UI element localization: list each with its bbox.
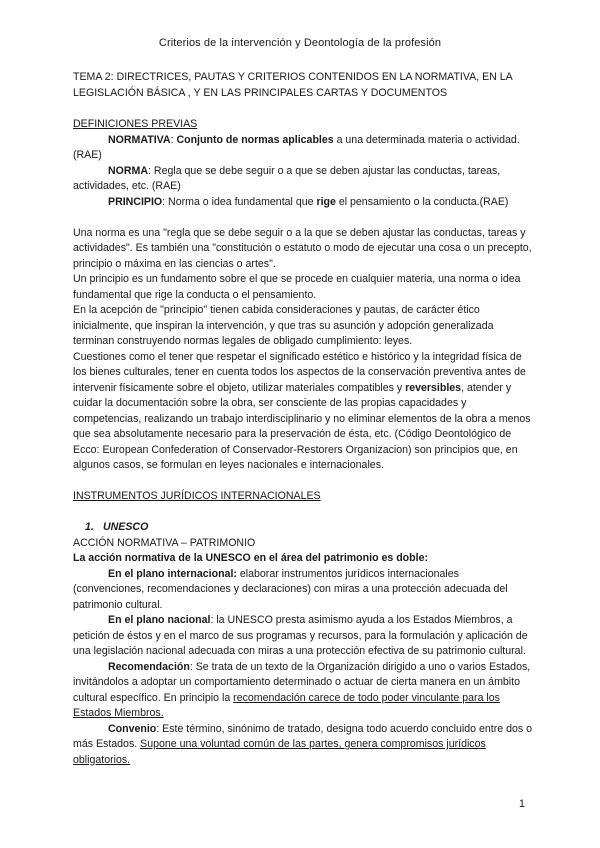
norma-rest: : Regla que se debe seguir o a que se deben ajustar las conductas, tareas, actividades, etc. (RAE) [73, 164, 501, 192]
nacional-rest: : la UNESCO presta asimismo ayuda a los Estados Miembros, a petición de éstos y en el marco de sus programas y recursos, para la formulación y aplicación de una legislación nacional adecuada con miras a una protección efectiva de su patrimonio cultural. [73, 614, 528, 657]
convenio [73, 722, 533, 769]
p4-part-a: Cuestiones como el tener que respetar el significado estético e histórico y la integridad física de los bienes culturales, tener en cuenta todos los aspectos de la conservación preventiva antes de intervenir físicamente sobre el objeto, utilizar materiales compatibles y [73, 350, 526, 394]
principio-bold-word: rige [316, 195, 336, 208]
recomendacion [73, 660, 533, 722]
term-principio: PRINCIPIO [108, 195, 163, 208]
term-convenio: Convenio [108, 722, 157, 735]
principio-rest1: : Norma o idea fundamental que [162, 195, 317, 208]
definition-norma [73, 164, 533, 195]
item-title: UNESCO [103, 521, 149, 533]
term-nacional: En el plano nacional [108, 614, 211, 626]
accion-bold-text: La acción normativa de la UNESCO en el área del patrimonio es doble: [73, 552, 428, 564]
term-normativa: NORMATIVA [108, 133, 171, 146]
instrumentos-heading: INSTRUMENTOS JURÍDICOS INTERNACIONALES [73, 490, 321, 502]
normativa-sep: : [170, 133, 177, 146]
plano-nacional [73, 613, 533, 660]
item-number: 1. [85, 521, 94, 533]
normativa-bold-def: Conjunto de normas aplicables [176, 133, 334, 146]
p4-part-c: , atender y cuidar la documentación sobre la obra, ser consciente de las propias capacidades y competencias, realizando un trabajo interdisciplinario y no eliminar elementos de la obra a menos que sea absolutamente necesario para la preservación de ésta, etc. (Código Deontológico de Ecco: European Confederation of Conservador-Restorers Organizacion) son principios que, en algunos casos, se formulan en leyes nacionales e internacionales. [73, 381, 531, 471]
definition-normativa [73, 133, 533, 164]
internacional-rest: elaborar instrumentos jurídicos internacionales (convenciones, recomendaciones y declaraciones) con miras a una protección adecuada del patrimonio cultural. [73, 567, 508, 611]
definiciones-heading: DEFINICIONES PREVIAS [73, 118, 198, 130]
body-paragraph-2: Un principio es un fundamento sobre el que se procede en cualquier materia, una norma o idea fundamental que rige la conducta o el pensamiento. [73, 273, 521, 301]
body-paragraph-4 [73, 350, 533, 474]
term-recomendacion: Recomendación [108, 660, 190, 673]
recomendacion-underlined: recomendación carece de todo poder vinculante para los Estados Miembros. [73, 691, 500, 719]
convenio-underlined: Supone una voluntad común de las partes, genera compromisos jurídicos obligatorios. [73, 738, 486, 766]
definition-principio [73, 195, 533, 211]
page-number: 1 [518, 798, 525, 810]
document-title: TEMA 2: DIRECTRICES, PAUTAS Y CRITERIOS CONTENIDOS EN LA NORMATIVA, EN LA LEGISLACIÓN BÁSICA , Y EN LAS PRINCIPALES CARTAS Y DOCUMENTOS [73, 71, 513, 99]
accion-bold-line [73, 551, 533, 567]
term-internacional: En el plano internacional: [108, 567, 237, 580]
page-content [73, 70, 533, 768]
convenio-rest: : Este término, sinónimo de tratado, designa todo acuerdo concluido entre dos o más Estados. [73, 722, 532, 750]
normativa-rest: a una determinada materia o actividad. (RAE) [73, 133, 520, 161]
body-paragraph-3: En la acepción de "principio" tienen cabida consideraciones y pautas, de carácter ético inicialmente, que inspiran la intervención, y que tras su asunción y adopción generalizada terminan construyendo normas legales de obligado cumplimiento: leyes. [73, 304, 494, 347]
recomendacion-rest: : Se trata de un texto de la Organización dirigido a uno o varios Estados, invitándolos a adoptar un comportamiento determinado o actuar de cierta manera en un ámbito cultural específico. En principio la [73, 660, 531, 704]
numbered-item-unesco [73, 520, 533, 536]
p4-bold: reversibles [405, 381, 462, 394]
principio-rest2: el pensamiento o la conducta.(RAE) [335, 195, 509, 208]
plano-internacional [73, 567, 533, 614]
term-norma: NORMA [108, 164, 149, 177]
body-paragraph-1: Una norma es una "regla que se debe seguir o a la que se deben ajustar las conductas, tareas y actividades". Es también una "constitución o estatuto o modo de ejecutar una cosa o un precepto, principio o máxima en las ciencias o artes". [73, 226, 532, 270]
running-header: Criterios de la intervención y Deontología de la profesión [158, 37, 442, 49]
accion-normativa-subheading: ACCIÓN NORMATIVA – PATRIMONIO [73, 536, 256, 549]
